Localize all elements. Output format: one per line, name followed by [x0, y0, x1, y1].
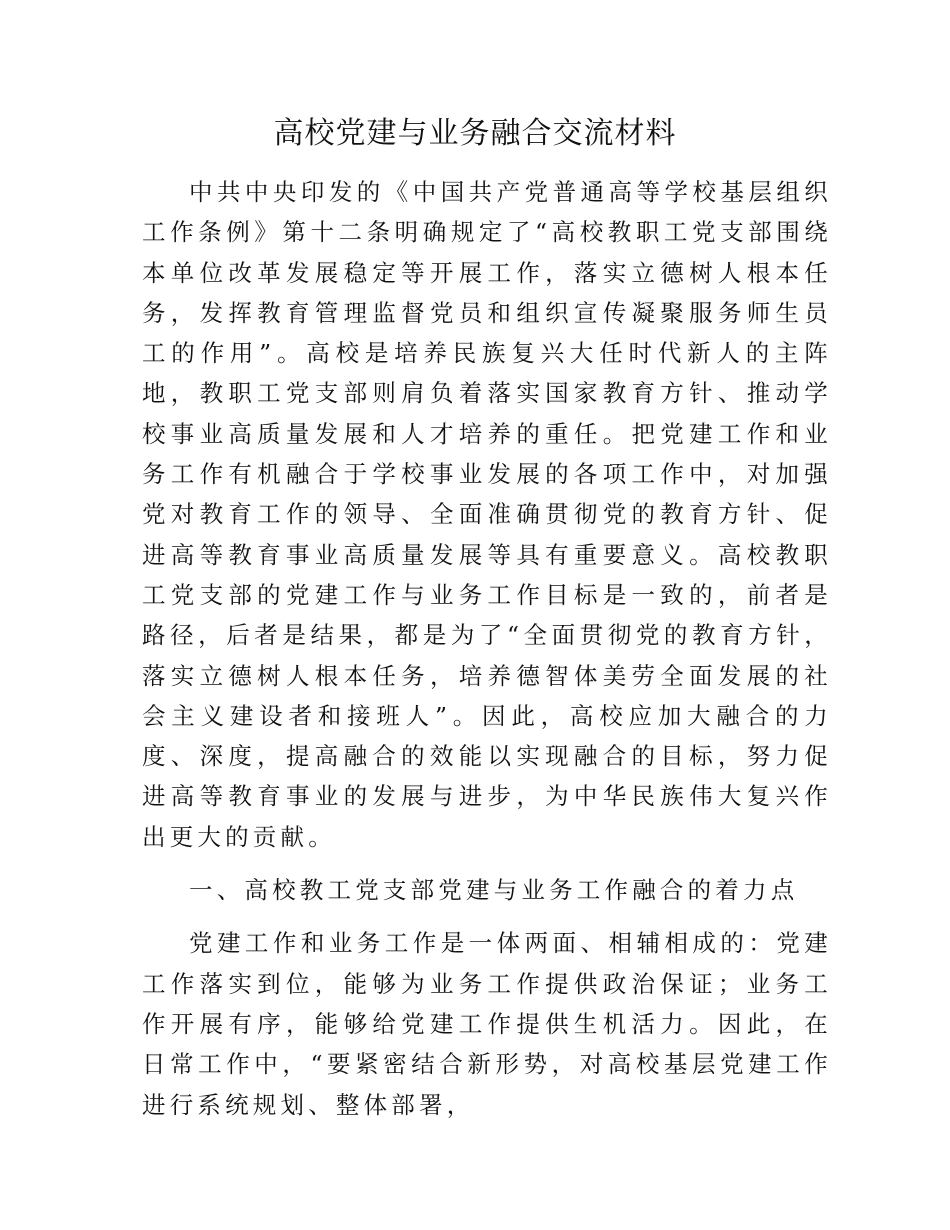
section-heading-1: 一、高校教工党支部党建与业务工作融合的着力点 [189, 876, 799, 905]
paragraph-intro: 中共中央印发的《中国共产党普通高等学校基层组织工作条例》第十二条明确规定了“高校教职工党支部围绕本单位改革发展稳定等开展工作，落实立德树人根本任务，发挥教育管理监督党员和组织宣传凝聚服务师生员工的作用”。高校是培养民族复兴大任时代新人的主阵地，教职工党支部则肩负着落实国家教育方针、推动学校事业高质量发展和人才培养的重任。把党建工作和业务工作有机融合于学校事业发展的各项工作中，对加强党对教育工作的领导、全面准确贯彻党的教育方针、促进高等教育事业高质量发展等具有重要意义。高校教职工党支部的党建工作与业务工作目标是一致的，前者是路径，后者是结果，都是为了“全面贯彻党的教育方针，落实立德树人根本任务，培养德智体美劳全面发展的社会主义建设者和接班人”。因此，高校应加大融合的力度、深度，提高融合的效能以实现融合的目标，努力促进高等教育事业的发展与进步，为中华民族伟大复兴作出更大的贡献。 [142, 178, 832, 851]
paragraph-section-1: 党建工作和业务工作是一体两面、相辅相成的：党建工作落实到位，能够为业务工作提供政治保证；业务工作开展有序，能够给党建工作提供生机活力。因此，在日常工作中，“要紧密结合新形势，对高校基层党建工作进行系统规划、整体部署， [142, 929, 832, 1119]
document-title: 高校党建与业务融合交流材料 [273, 116, 677, 151]
document-body [142, 172, 832, 1125]
